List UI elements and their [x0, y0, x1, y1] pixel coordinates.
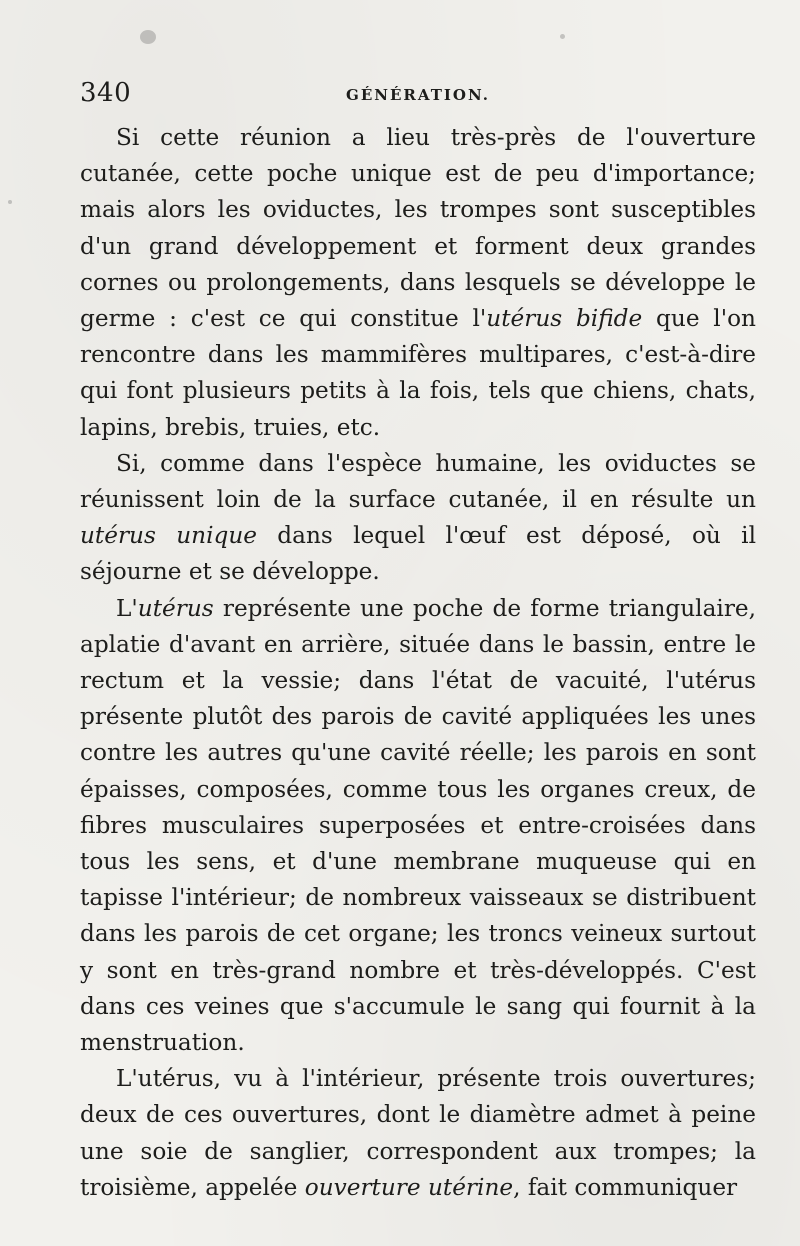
paragraph-text: représente une poche de forme triangulaire, aplatie d'avant en arrière, située dans le bassin, entre le rectum et la vessie; dans l'état de vacuité, l'utérus présente plutôt des parois de cavité appliquées les unes contre les autres qu'une cavité réelle; les parois en sont épaisses, composées, comme tous les organes creux, de fibres musculaires superposées et entre-croisées dans tous les sens, et d'une membrane muqueuse qui en tapisse l'intérieur; de nombreux vaisseaux se distribuent dans les parois de cet organe; les troncs veineux surtout y sont en très-grand nombre et très-développés. C'est dans ces veines que s'accumule le sang qui fournit à la menstruation. [80, 594, 756, 1057]
paper-speck [560, 34, 565, 39]
paper-speck [140, 30, 156, 44]
paragraph-text: L'utérus, vu à l'intérieur, présente trois ouvertures; deux de ces ouvertures, dont le diamètre admet à peine une soie de sanglier, correspondent aux trompes; la troisième, appelée [80, 1065, 756, 1201]
paragraph-text: dans lequel l'œuf est déposé, où il séjourne et se développe. [80, 522, 756, 586]
italic-term: utérus bifide [486, 305, 643, 333]
italic-term: utérus [137, 594, 214, 622]
paragraph-text: Si, comme dans l'espèce humaine, les oviductes se réunissent loin de la surface cutanée, il en résulte un [80, 449, 756, 514]
page-header [80, 78, 756, 114]
running-head: GÉNÉRATION. [346, 86, 490, 104]
paragraph [80, 120, 756, 446]
body-text [80, 120, 756, 1206]
paragraph-text: , fait communiquer [513, 1173, 738, 1201]
paragraph-text: que l'on rencontre dans les mammifères multipares, c'est-à-dire qui font plusieurs petits à la fois, tels que chiens, chats, lapins, brebis, truies, etc. [80, 305, 756, 441]
paragraph [80, 1061, 756, 1206]
paper-speck [8, 200, 12, 204]
italic-term: ouverture utérine [304, 1173, 514, 1201]
paragraph-text: L' [116, 594, 138, 622]
paragraph-text: Si cette réunion a lieu très-près de l'ouverture cutanée, cette poche unique est de peu d'importance; mais alors les oviductes, les trompes sont susceptibles d'un grand développement et forment deux grandes cornes ou prolongements, dans lesquels se développe le germe : c'est ce qui constitue l' [80, 124, 756, 333]
page-number: 340 [80, 78, 132, 108]
paragraph [80, 446, 756, 591]
italic-term: utérus unique [80, 522, 257, 550]
paragraph [80, 591, 756, 1062]
